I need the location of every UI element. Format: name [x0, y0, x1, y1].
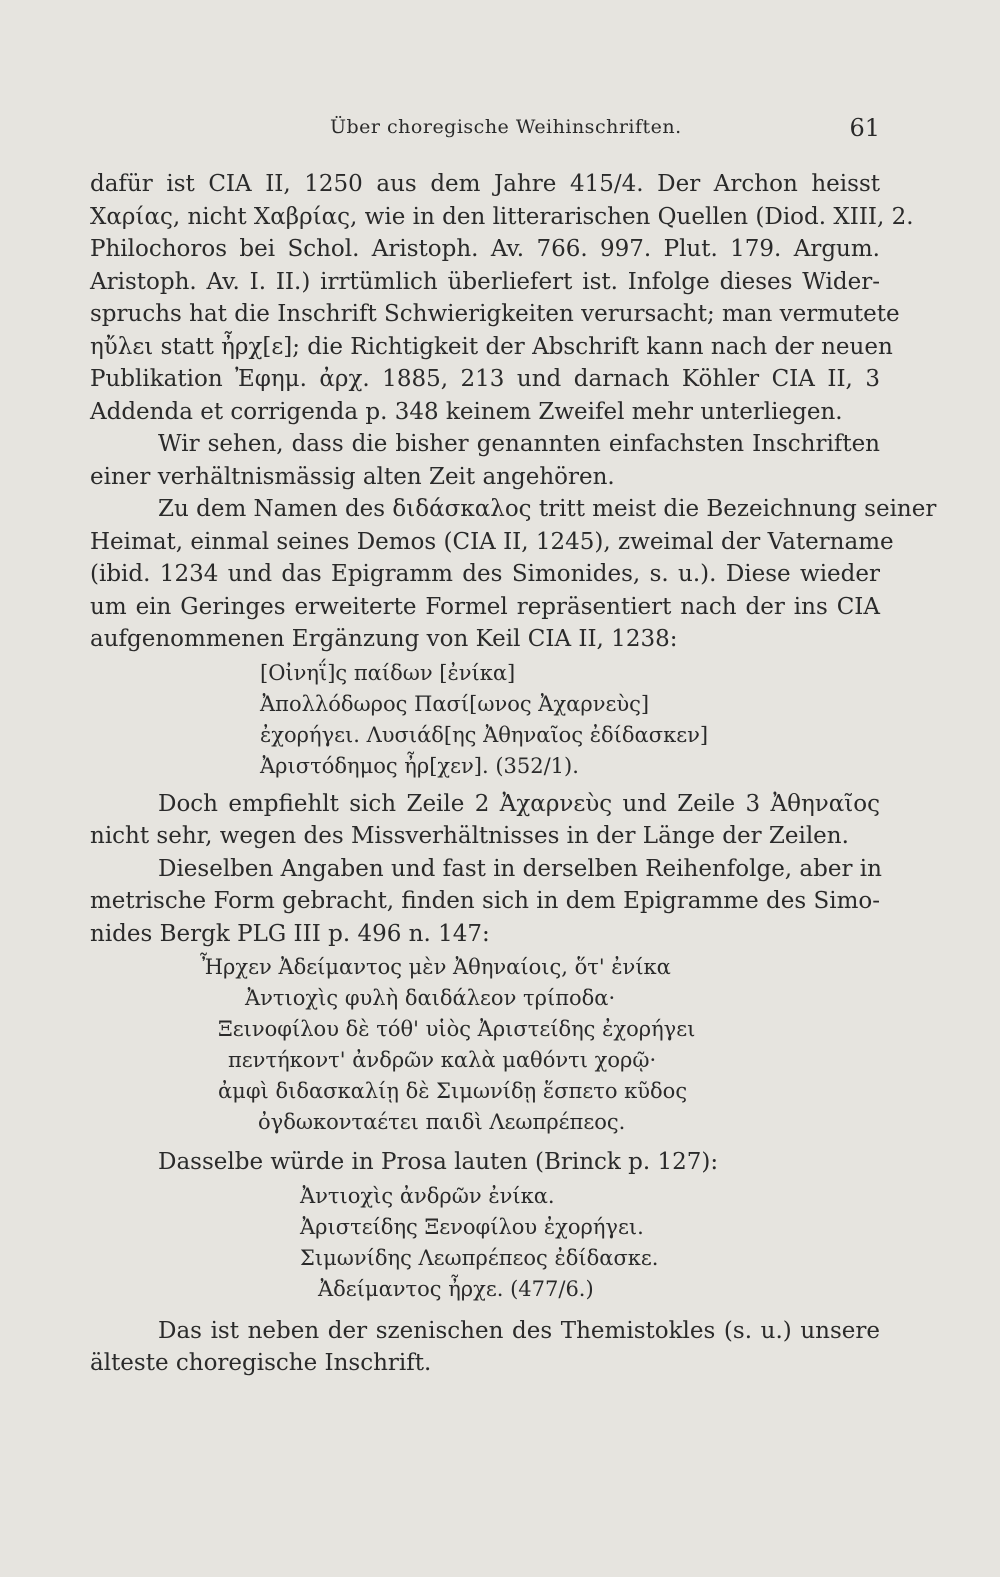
- text-line: spruchs hat die Inschrift Schwierigkeiten verursacht; man vermutete: [90, 301, 900, 327]
- paragraph-2: [90, 428, 880, 493]
- quote-line: Ἀριστείδης Ξενοφίλου ἐχορήγει.: [300, 1214, 644, 1239]
- paragraph-7: [90, 1315, 880, 1380]
- text-line: Wir sehen, dass die bisher genannten einfachsten Inschriften: [158, 431, 880, 457]
- text-line: metrische Form gebracht, finden sich in dem Epigramme des Simo-: [90, 888, 880, 914]
- quote-line: ἐχορήγει. Λυσιάδ[ης Ἀθηναῖος ἐδίδασκεν]: [260, 722, 709, 747]
- paragraph-1: [90, 168, 914, 428]
- quote-line: Ἦρχεν Ἀδείμαντος μὲν Ἀθηναίοις, ὅτ' ἐνίκα: [200, 955, 671, 979]
- text-line: nides Bergk PLG III p. 496 n. 147:: [90, 920, 490, 947]
- text-line: Zu dem Namen des διδάσκαλος tritt meist die Bezeichnung seiner: [158, 496, 937, 522]
- epigram-quote: [90, 952, 880, 1138]
- text-line: Dasselbe würde in Prosa lauten (Brinck p. 127):: [158, 1149, 719, 1175]
- text-line: aufgenommenen Ergänzung von Keil CIA II, 1238:: [90, 626, 678, 652]
- paragraph-4: [90, 788, 880, 853]
- text-line: Heimat, einmal seines Demos (CIA II, 1245), zweimal der Vatername: [90, 528, 894, 555]
- inscription-quote-1: [90, 658, 880, 782]
- page-number: 61: [849, 114, 880, 142]
- page-body: [90, 168, 937, 1380]
- paragraph-5: [90, 853, 880, 951]
- text-line: Doch empfiehlt sich Zeile 2 Ἀχαρνεὺς und Zeile 3 Ἀθηναῖος: [158, 790, 880, 817]
- text-line: ηὔλει statt ἦρχ[ε]; die Richtigkeit der Abschrift kann nach der neuen: [90, 333, 893, 360]
- quote-line: ὀγδωκονταέτει παιδὶ Λεωπρέπεος.: [258, 1110, 626, 1134]
- text-line: Χαρίας, nicht Χαβρίας, wie in den litterarischen Quellen (Diod. XIII, 2.: [90, 203, 914, 230]
- quote-line: Ἀπολλόδωρος Πασί[ωνος Ἀχαρνεὺς]: [260, 691, 650, 716]
- quote-line: Ἀριστόδημος ἦρ[χεν]. (352/1).: [260, 753, 579, 778]
- paragraph-6: [90, 1146, 880, 1179]
- text-line: Addenda et corrigenda p. 348 keinem Zweifel mehr unterliegen.: [90, 398, 843, 425]
- text-line: um ein Geringes erweiterte Formel repräsentiert nach der ins CIA: [90, 593, 880, 620]
- quote-line: Ξεινοφίλου δὲ τόθ' υἱὸς Ἀριστείδης ἐχορήγει: [218, 1017, 696, 1041]
- quote-line: Ἀντιοχὶς φυλὴ δαιδάλεον τρίποδα·: [245, 986, 616, 1010]
- quote-line: Ἀδείμαντος ἦρχε. (477/6.): [318, 1276, 594, 1301]
- text-line: einer verhältnismässig alten Zeit angehören.: [90, 463, 615, 490]
- text-line: dafür ist CIA II, 1250 aus dem Jahre 415/4. Der Archon heisst: [90, 171, 880, 197]
- quote-line: Σιμωνίδης Λεωπρέπεος ἐδίδασκε.: [300, 1245, 659, 1270]
- text-line: (ibid. 1234 und das Epigramm des Simonides, s. u.). Diese wieder: [90, 561, 880, 587]
- running-title: Über choregische Weihinschriften.: [330, 116, 682, 138]
- text-line: Philochoros bei Schol. Aristoph. Av. 766. 997. Plut. 179. Argum.: [90, 236, 880, 262]
- text-line: Aristoph. Av. I. II.) irrtümlich überliefert ist. Infolge dieses Wider-: [90, 268, 880, 295]
- paragraph-3: [90, 493, 937, 656]
- text-line: Publikation Ἐφημ. ἀρχ. 1885, 213 und darnach Köhler CIA II, 3: [90, 366, 880, 392]
- quote-line: [Οἰνηΐ]ς παίδων [ἐνίκα]: [260, 660, 516, 685]
- quote-line: ἀμφὶ διδασκαλίῃ δὲ Σιμωνίδῃ ἕσπετο κῦδος: [218, 1079, 688, 1103]
- quote-line: Ἀντιοχὶς ἀνδρῶν ἐνίκα.: [300, 1183, 555, 1208]
- text-line: Das ist neben der szenischen des Themistokles (s. u.) unsere: [158, 1317, 880, 1344]
- text-line: Dieselben Angaben und fast in derselben Reihenfolge, aber in: [158, 855, 882, 882]
- page-header: [90, 112, 880, 148]
- prose-quote: [90, 1181, 880, 1305]
- quote-line: πεντήκοντ' ἀνδρῶν καλὰ μαθόντι χορῷ·: [228, 1048, 657, 1072]
- text-line: älteste choregische Inschrift.: [90, 1350, 432, 1376]
- text-line: nicht sehr, wegen des Missverhältnisses in der Länge der Zeilen.: [90, 823, 849, 849]
